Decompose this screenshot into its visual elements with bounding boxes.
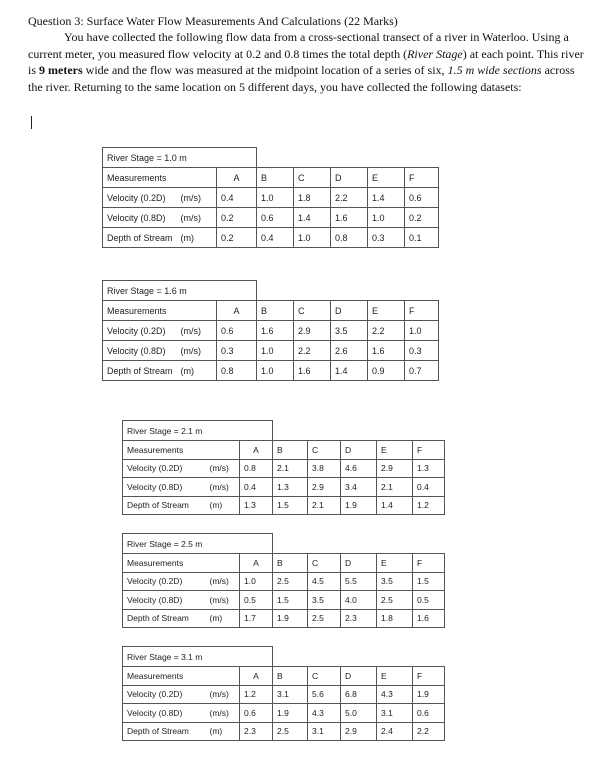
point-header-a: A — [240, 441, 273, 460]
value-cell: 1.6 — [368, 341, 405, 361]
value-cell: 1.6 — [257, 321, 294, 341]
value-cell: 0.6 — [405, 188, 439, 208]
point-header-f: F — [413, 554, 445, 573]
value-cell: 0.6 — [257, 208, 294, 228]
point-header-e: E — [377, 441, 413, 460]
value-cell: 5.0 — [341, 704, 377, 723]
velocity-08-label: Velocity (0.8D) — [123, 591, 206, 610]
unit-depth: (m) — [206, 496, 240, 515]
value-cell: 0.3 — [368, 228, 405, 248]
value-cell: 1.8 — [294, 188, 331, 208]
text-cursor — [31, 116, 32, 129]
value-cell: 3.8 — [308, 459, 341, 478]
value-cell: 4.6 — [341, 459, 377, 478]
value-cell: 1.9 — [273, 609, 308, 628]
value-cell: 2.5 — [273, 572, 308, 591]
value-cell: 1.9 — [341, 496, 377, 515]
unit-velocity: (m/s) — [177, 188, 217, 208]
point-header-e: E — [377, 554, 413, 573]
question-text — [28, 13, 588, 95]
measurements-header: Measurements — [103, 168, 217, 188]
measurements-header: Measurements — [123, 667, 240, 686]
value-cell: 1.0 — [240, 572, 273, 591]
depth-label: Depth of Stream — [123, 496, 206, 515]
point-header-b: B — [273, 667, 308, 686]
value-cell: 1.2 — [240, 685, 273, 704]
value-cell: 0.4 — [257, 228, 294, 248]
value-cell: 3.1 — [377, 704, 413, 723]
point-header-c: C — [308, 667, 341, 686]
velocity-02-label: Velocity (0.2D) — [123, 459, 206, 478]
value-cell: 3.5 — [377, 572, 413, 591]
point-header-b: B — [273, 441, 308, 460]
value-cell: 3.5 — [331, 321, 368, 341]
value-cell: 2.5 — [377, 591, 413, 610]
value-cell: 1.3 — [273, 478, 308, 497]
point-header-a: A — [217, 301, 257, 321]
unit-depth: (m) — [177, 228, 217, 248]
unit-velocity: (m/s) — [206, 478, 240, 497]
point-header-d: D — [331, 168, 368, 188]
dataset-table-2 — [102, 280, 439, 381]
unit-velocity: (m/s) — [177, 208, 217, 228]
river-stage-label: River Stage = 3.1 m — [123, 647, 273, 667]
value-cell: 0.8 — [217, 361, 257, 381]
value-cell: 2.1 — [308, 496, 341, 515]
value-cell: 2.9 — [308, 478, 341, 497]
value-cell: 2.2 — [368, 321, 405, 341]
point-header-e: E — [377, 667, 413, 686]
velocity-08-label: Velocity (0.8D) — [123, 704, 206, 723]
depth-label: Depth of Stream — [103, 361, 177, 381]
value-cell: 1.3 — [413, 459, 445, 478]
dataset-table-3 — [122, 420, 445, 515]
value-cell: 5.6 — [308, 685, 341, 704]
velocity-08-label: Velocity (0.8D) — [123, 478, 206, 497]
question-intro: You have collected the following flow data from a cross-sectional transect of a river in Waterloo. Using a current meter, you measured flow velocity at 0.2 and 0.8 times the total depth (River Stage) at each point. This river is 9 meters wide and the flow was measured at the midpoint location of a series of six, 1.5 m wide sections across the river. Returning to the same location on 5 different days, you have collected the following datasets: — [28, 30, 584, 94]
value-cell: 0.5 — [413, 591, 445, 610]
value-cell: 2.5 — [273, 722, 308, 741]
value-cell: 1.0 — [368, 208, 405, 228]
value-cell: 2.9 — [341, 722, 377, 741]
value-cell: 1.6 — [331, 208, 368, 228]
value-cell: 3.1 — [273, 685, 308, 704]
value-cell: 4.0 — [341, 591, 377, 610]
point-header-e: E — [368, 168, 405, 188]
velocity-08-label: Velocity (0.8D) — [103, 208, 177, 228]
unit-depth: (m) — [177, 361, 217, 381]
point-header-d: D — [341, 554, 377, 573]
point-header-a: A — [240, 554, 273, 573]
unit-velocity: (m/s) — [206, 459, 240, 478]
value-cell: 0.2 — [217, 228, 257, 248]
velocity-02-label: Velocity (0.2D) — [123, 685, 206, 704]
value-cell: 2.2 — [331, 188, 368, 208]
value-cell: 1.5 — [273, 496, 308, 515]
value-cell: 2.9 — [377, 459, 413, 478]
value-cell: 4.5 — [308, 572, 341, 591]
question-title: Question 3: Surface Water Flow Measurements And Calculations (22 Marks) — [28, 14, 398, 28]
point-header-b: B — [273, 554, 308, 573]
unit-velocity: (m/s) — [206, 685, 240, 704]
value-cell: 0.8 — [240, 459, 273, 478]
value-cell: 3.1 — [308, 722, 341, 741]
value-cell: 3.5 — [308, 591, 341, 610]
point-header-b: B — [257, 168, 294, 188]
unit-velocity: (m/s) — [206, 572, 240, 591]
value-cell: 0.7 — [405, 361, 439, 381]
unit-velocity: (m/s) — [206, 591, 240, 610]
value-cell: 2.1 — [377, 478, 413, 497]
point-header-d: D — [341, 667, 377, 686]
unit-depth: (m) — [206, 609, 240, 628]
unit-velocity: (m/s) — [206, 704, 240, 723]
river-stage-label: River Stage = 2.5 m — [123, 534, 273, 554]
value-cell: 0.6 — [217, 321, 257, 341]
value-cell: 1.6 — [413, 609, 445, 628]
dataset-table-1 — [102, 147, 439, 248]
value-cell: 0.6 — [240, 704, 273, 723]
point-header-c: C — [294, 168, 331, 188]
value-cell: 1.7 — [240, 609, 273, 628]
point-header-c: C — [308, 441, 341, 460]
point-header-c: C — [308, 554, 341, 573]
value-cell: 1.4 — [331, 361, 368, 381]
measurements-header: Measurements — [123, 441, 240, 460]
river-stage-label: River Stage = 2.1 m — [123, 421, 273, 441]
value-cell: 6.8 — [341, 685, 377, 704]
unit-depth: (m) — [206, 722, 240, 741]
value-cell: 2.2 — [413, 722, 445, 741]
measurements-header: Measurements — [103, 301, 217, 321]
value-cell: 2.1 — [273, 459, 308, 478]
value-cell: 1.5 — [273, 591, 308, 610]
dataset-table-4 — [122, 533, 445, 628]
point-header-f: F — [413, 441, 445, 460]
value-cell: 1.3 — [240, 496, 273, 515]
value-cell: 0.4 — [217, 188, 257, 208]
depth-label: Depth of Stream — [123, 722, 206, 741]
river-stage-label: River Stage = 1.0 m — [103, 148, 257, 168]
value-cell: 0.4 — [413, 478, 445, 497]
point-header-e: E — [368, 301, 405, 321]
velocity-08-label: Velocity (0.8D) — [103, 341, 177, 361]
value-cell: 2.6 — [331, 341, 368, 361]
value-cell: 2.2 — [294, 341, 331, 361]
value-cell: 1.0 — [294, 228, 331, 248]
value-cell: 0.5 — [240, 591, 273, 610]
unit-velocity: (m/s) — [177, 321, 217, 341]
measurements-header: Measurements — [123, 554, 240, 573]
velocity-02-label: Velocity (0.2D) — [103, 188, 177, 208]
depth-label: Depth of Stream — [103, 228, 177, 248]
value-cell: 0.1 — [405, 228, 439, 248]
velocity-02-label: Velocity (0.2D) — [103, 321, 177, 341]
value-cell: 0.8 — [331, 228, 368, 248]
value-cell: 1.5 — [413, 572, 445, 591]
river-stage-label: River Stage = 1.6 m — [103, 281, 257, 301]
value-cell: 0.2 — [405, 208, 439, 228]
value-cell: 1.9 — [273, 704, 308, 723]
value-cell: 2.3 — [341, 609, 377, 628]
value-cell: 0.2 — [217, 208, 257, 228]
point-header-a: A — [240, 667, 273, 686]
value-cell: 5.5 — [341, 572, 377, 591]
point-header-f: F — [405, 168, 439, 188]
point-header-c: C — [294, 301, 331, 321]
point-header-b: B — [257, 301, 294, 321]
value-cell: 0.3 — [405, 341, 439, 361]
depth-label: Depth of Stream — [123, 609, 206, 628]
value-cell: 4.3 — [377, 685, 413, 704]
value-cell: 2.4 — [377, 722, 413, 741]
value-cell: 0.4 — [240, 478, 273, 497]
value-cell: 1.9 — [413, 685, 445, 704]
value-cell: 1.8 — [377, 609, 413, 628]
value-cell: 4.3 — [308, 704, 341, 723]
value-cell: 0.9 — [368, 361, 405, 381]
value-cell: 1.0 — [257, 361, 294, 381]
value-cell: 1.4 — [368, 188, 405, 208]
dataset-table-5 — [122, 646, 445, 741]
point-header-f: F — [413, 667, 445, 686]
value-cell: 3.4 — [341, 478, 377, 497]
value-cell: 1.4 — [377, 496, 413, 515]
value-cell: 1.2 — [413, 496, 445, 515]
value-cell: 2.5 — [308, 609, 341, 628]
value-cell: 1.6 — [294, 361, 331, 381]
value-cell: 1.0 — [257, 188, 294, 208]
point-header-d: D — [341, 441, 377, 460]
value-cell: 0.6 — [413, 704, 445, 723]
value-cell: 2.3 — [240, 722, 273, 741]
value-cell: 1.0 — [257, 341, 294, 361]
velocity-02-label: Velocity (0.2D) — [123, 572, 206, 591]
value-cell: 2.9 — [294, 321, 331, 341]
value-cell: 1.0 — [405, 321, 439, 341]
unit-velocity: (m/s) — [177, 341, 217, 361]
point-header-f: F — [405, 301, 439, 321]
point-header-a: A — [217, 168, 257, 188]
value-cell: 0.3 — [217, 341, 257, 361]
point-header-d: D — [331, 301, 368, 321]
value-cell: 1.4 — [294, 208, 331, 228]
